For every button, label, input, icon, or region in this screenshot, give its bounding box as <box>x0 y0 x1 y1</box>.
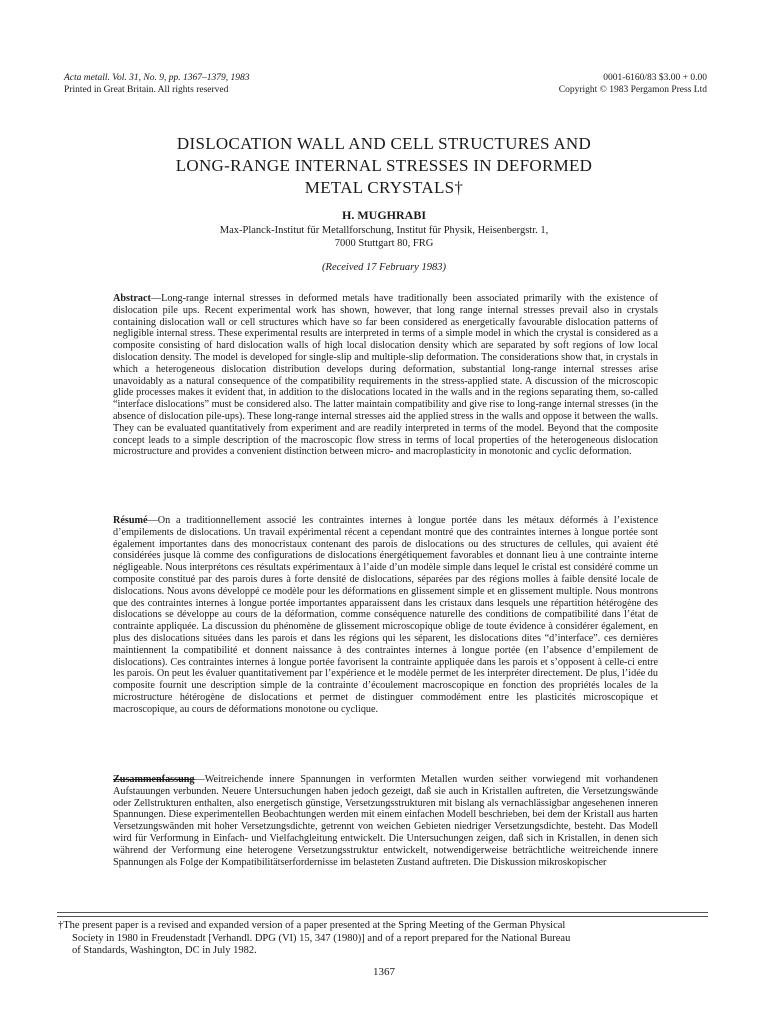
printed-line: Printed in Great Britain. All rights reserved <box>64 85 229 95</box>
footnote-line-1: †The present paper is a revised and expanded version of a paper presented at the Spring Meeting of the German Physical <box>58 920 566 931</box>
footnote-divider <box>57 912 708 913</box>
zusammenfassung-text: —Weitreichende innere Spannungen in verformten Metallen wurden seither vorwiegend mit vorhandenen Aufstauungen verbunden. Neuere Untersuchungen haben jedoch gezeigt, daß sie auch in Kristallen auftreten, die Versetzungswände oder Zellstrukturen enthalten, also energetisch günstige, Versetzungsstrukturen mit bislang als vernachlässigbar angesehenen inneren Spannungen. Diese experimentellen Beobachtungen werden mit einem einfachen Modell beschrieben, bei dem der Kristall aus harten Versetzungswänden mit hoher Versetzungsdichte, getrennt von weichen Gebieten niedriger Versetzungsdichte, besteht. Das Modell wird für Verformung in Einfach- und Vielfachgleitung entwickelt. Die Untersuchungen zeigen, daß sich in Kristallen, in denen sich während der Verformung eine heterogene Versetzungsstruktur entwickelt, notwendigerweise beträchtliche weitreichende innere Spannungen als Folge der Kompatibilitätserfordernisse im belasteten Zustand auftreten. Die Diskussion mikroskopischer <box>113 774 658 868</box>
abstract-text: —Long-range internal stresses in deformed metals have traditionally been associated primarily with the existence of dislocation pile ups. Recent experimental work has shown, however, that long range internal stresses prevail also in crystals containing dislocation wall or cell structures which have so far been considered as energetically favourable dislocation patterns of negligible internal stress. These experimental results are interpreted in terms of a simple model in which the crystal is considered as a composite consisting of hard dislocation walls of high local dislocation density which are separated by soft regions of low local dislocation density. The model is developed for single-slip and multiple-slip deformation. The considerations show that, in crystals in which a heterogeneous dislocation distribution develops during deformation, substantial long-range internal stresses arise unavoidably as a natural consequence of the compatibility requirements in the stress-applied state. A discussion of the microscopic glide processes makes it evident that, in addition to the dislocations located in the walls and in the regions separating them, so-called “interface dislocations” must be considered also. The latter maintain compatibility and give rise to long-range internal stresses (in the absence of dislocation pile-ups). These long-range internal stresses aid the applied stress in the walls and oppose it between the walls. They can be evaluated quantitatively from experiment and are readily interpreted in terms of the model. Beyond that the composite concept leads to a simple description of the macroscopic flow stress in terms of local properties of the heterogeneous dislocation microstructure and provides a convenient distinction between micro- and macroplasticity in monotonic and cyclic deformation. <box>113 293 658 458</box>
author-name: H. MUGHRABI <box>342 208 426 222</box>
title-line-1: DISLOCATION WALL AND CELL STRUCTURES AND <box>176 134 592 153</box>
footnote-divider-lower <box>57 916 708 917</box>
citation-line: Acta metall. Vol. 31, No. 9, pp. 1367–1379, 1983 <box>64 73 250 83</box>
resume-heading: Résumé <box>113 515 148 526</box>
page-number: 1367 <box>373 966 395 978</box>
affiliation-line-1: Max-Planck-Institut für Metallforschung, Institut für Physik, Heisenbergstr. 1, <box>219 225 549 236</box>
footnote-line-3: of Standards, Washington, DC in July 1982. <box>72 945 257 956</box>
issn-line: 0001-6160/83 $3.00 + 0.00 <box>603 73 707 83</box>
affiliation <box>150 224 618 250</box>
title-line-3: METAL CRYSTALS† <box>304 178 464 197</box>
copyright-line: Copyright © 1983 Pergamon Press Ltd <box>558 85 707 95</box>
affiliation-line-2: 7000 Stuttgart 80, FRG <box>334 238 434 249</box>
abstract-paragraph <box>113 293 658 458</box>
footnote-line-2: Society in 1980 in Freudenstadt [Verhandl. DPG (VI) 15, 347 (1980)] and of a report prepared for the National Bureau <box>72 932 571 944</box>
zusammenfassung-heading: Zusammenfassung <box>113 774 195 785</box>
zusammenfassung-paragraph <box>113 774 658 868</box>
resume-text: —On a traditionnellement associé les contraintes internes à longue portée dans les métaux déformés à l’existence d’empilements de dislocations. Un travail expérimental récent a cependant montré que des contraintes internes à longue portée sont également importantes dans des monocristaux contenant des parois de dislocations ou des structures de cellules, qui avaient été considérées jusque là comme des configurations de dislocations énergétiquement favorables et donnant lieu à une contrainte interne négligeable. Nous interprétons ces résultats expérimentaux à l’aide d’un modèle simple dans lequel le cristal est considéré comme un composite constitué par des parois dures à forte densité de dislocations, séparées par des régions molles à faible densité locale de dislocations. Nous avons développé ce modèle pour les déformations en glissement simple et en glissement multiple. Nous montrons que des contraintes internes à longue portée importantes apparaissent dans les cristaux dans lesquels une répartition hétérogène des dislocations se développe au cours de la déformation, comme conséquence naturelle des conditions de compatibilité dans l’état de contrainte appliquée. La discussion du phénomène de glissement microscopique oblige de toute évidence à considérer également, en plus des dislocations situées dans les parois et dans les régions qui les séparent, les dislocations dites “d’interface”. ces dernières maintiennent la compatibilité et donnent naissance à des contraintes internes à longue portée (en l’absence d’empilement de dislocations). Ces contraintes internes à longue portée favorisent la contrainte appliquée dans les parois et s’opposent à celle-ci entre les parois. On peut les évaluer quantitativement par l’expérience et le modèle permet de les interpréter directement. De plus, l’idée du composite fournit une description simple de la contrainte d’écoulement macroscopique en fonction des propriétés locales de la microstructure hétérogène de dislocations et permet de distinguer commodément entre les plasticités microscopique et macroscopique, au cours de déformations monotone ou cyclique. <box>113 515 658 715</box>
title-line-2: LONG-RANGE INTERNAL STRESSES IN DEFORMED <box>175 156 593 175</box>
received-text: (Received 17 February 1983) <box>322 262 446 273</box>
resume-paragraph <box>113 515 658 716</box>
abstract-heading: Abstract <box>113 293 151 304</box>
received-date <box>0 262 768 273</box>
paper-title <box>100 133 668 199</box>
journal-citation <box>64 72 250 96</box>
footnote <box>58 920 710 958</box>
copyright-block <box>559 72 707 96</box>
